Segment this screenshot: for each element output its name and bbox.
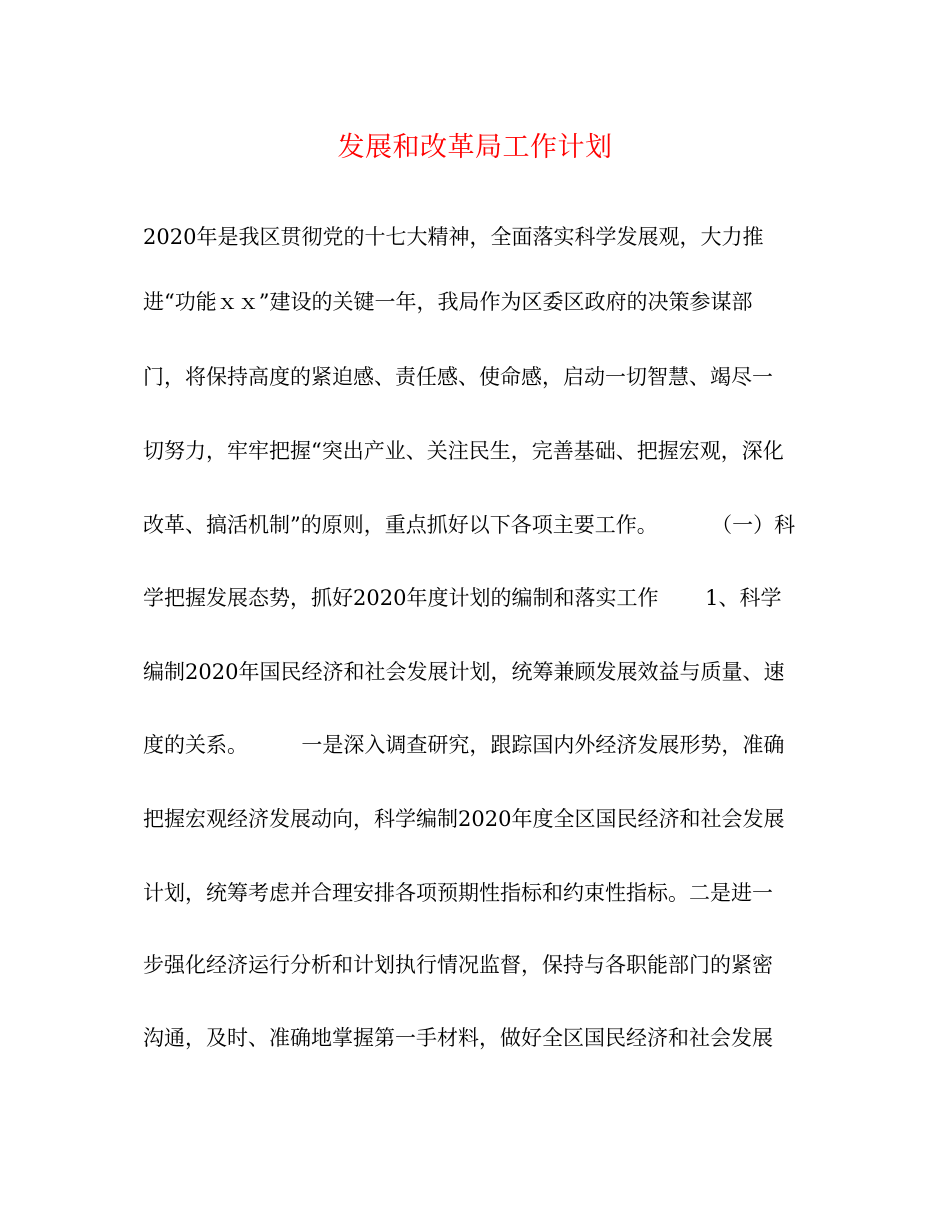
body-line-4: 切努力，牢牢把握“突出产业、关注民生，完善基础、把握宏观，深化 bbox=[143, 439, 784, 463]
body-line-12: 沟通，及时、准确地掌握第一手材料，做好全区国民经济和社会发展 bbox=[143, 1026, 773, 1050]
body-line-8: 度的关系。 一是深入调查研究，跟踪国内外经济发展形势，准确 bbox=[143, 733, 785, 757]
body-line-1: 2020年是我区贯彻党的十七大精神，全面落实科学发展观，大力推 bbox=[143, 225, 764, 249]
body-line-3: 门，将保持高度的紧迫感、责任感、使命感，启动一切智慧、竭尽一 bbox=[143, 365, 773, 389]
body-line-6: 学把握发展态势，抓好2020年度计划的编制和落实工作 1、科学 bbox=[143, 586, 782, 610]
body-line-10: 计划，统筹考虑并合理安排各项预期性指标和约束性指标。二是进一 bbox=[143, 881, 773, 905]
document-title: 发展和改革局工作计划 bbox=[337, 132, 613, 163]
body-line-9: 把握宏观经济发展动向，科学编制2020年度全区国民经济和社会发展 bbox=[143, 807, 785, 831]
body-line-11: 步强化经济运行分析和计划执行情况监督，保持与各职能部门的紧密 bbox=[143, 953, 773, 977]
body-line-2: 进“功能ｘｘ”建设的关键一年，我局作为区委区政府的决策参谋部 bbox=[143, 290, 753, 314]
body-line-7: 编制2020年国民经济和社会发展计划，统筹兼顾发展效益与质量、速 bbox=[143, 660, 785, 684]
body-line-5: 改革、搞活机制”的原则，重点抓好以下各项主要工作。 （一）科 bbox=[143, 513, 796, 537]
